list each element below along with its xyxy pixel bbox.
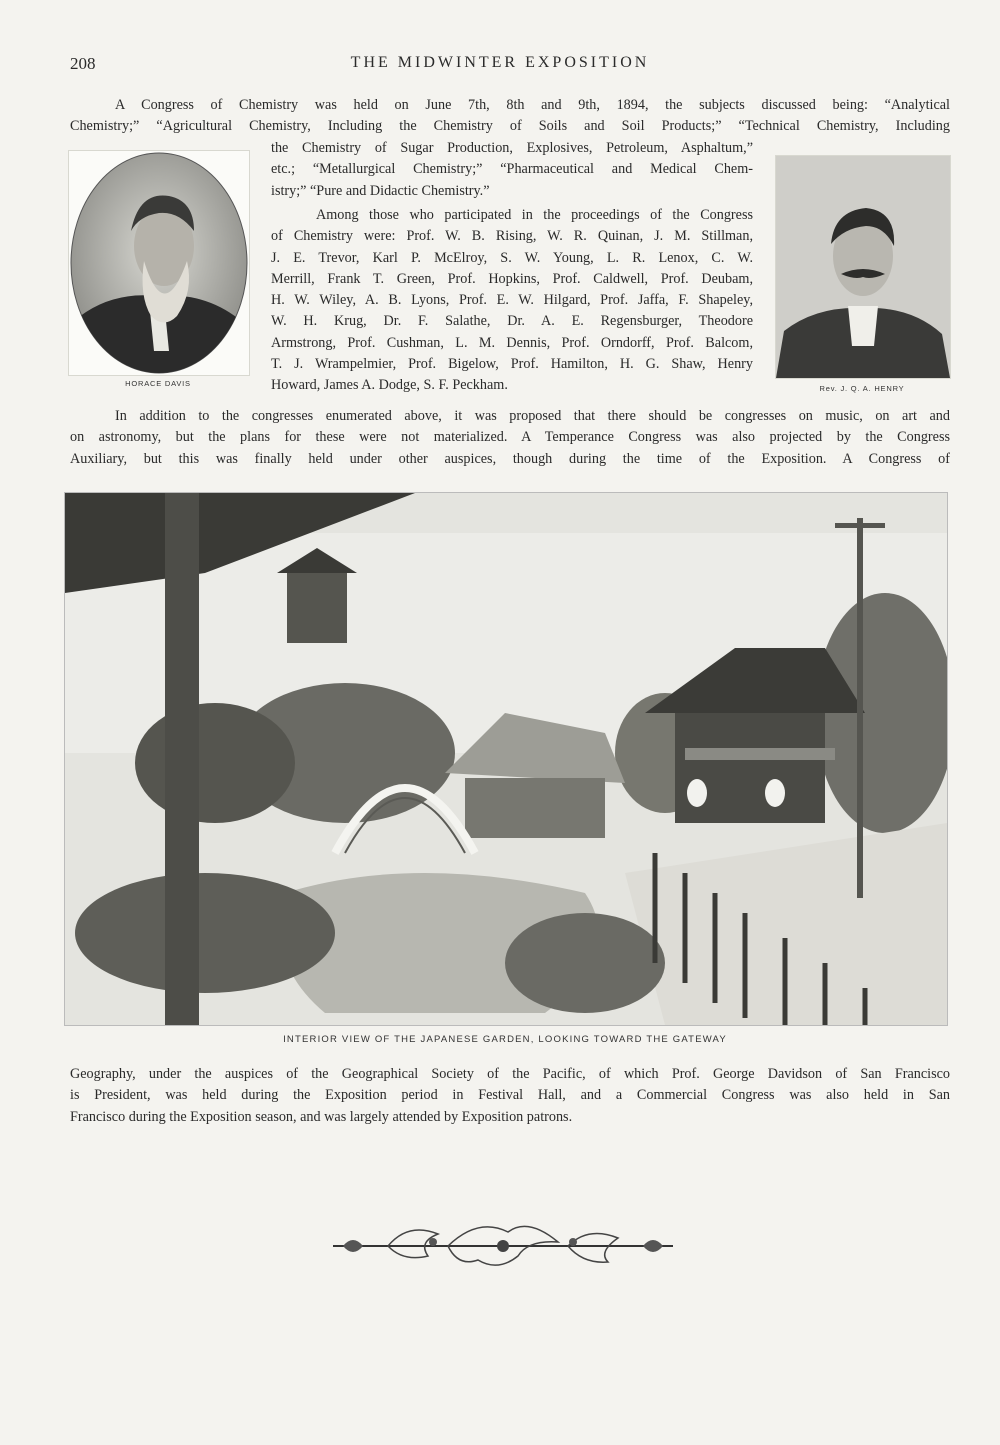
paragraph-line: J. E. Trevor, Karl P. McElroy, S. W. Young, L. R. Lenox, C. W. bbox=[271, 249, 753, 266]
portrait-caption-right: Rev. J. Q. A. HENRY bbox=[819, 384, 905, 393]
paragraph-chemistry-congress-cont bbox=[271, 138, 753, 202]
paragraph-line: of Chemistry were: Prof. W. B. Rising, W. R. Quinan, J. M. Stillman, bbox=[271, 228, 753, 245]
paragraph-participants bbox=[271, 205, 753, 397]
paragraph-line: Chemistry;” “Agricultural Chemistry, Including the Chemistry of Soils and Soil Products;” “Technical Chemistry, Including bbox=[70, 118, 950, 135]
paragraph-line: Auxiliary, but this was finally held under other auspices, though during the time of the Exposition. A Congress of bbox=[70, 450, 950, 467]
paragraph-line: Francisco during the Exposition season, and was largely attended by Exposition patrons. bbox=[70, 1108, 573, 1125]
portrait-horace-davis bbox=[68, 150, 250, 376]
paragraph-line: A Congress of Chemistry was held on June 7th, 8th and 9th, 1894, the subjects discussed being: “Analytical bbox=[115, 97, 950, 113]
paragraph-line: Howard, James A. Dodge, S. F. Peckham. bbox=[271, 377, 508, 394]
paragraph-line: Among those who participated in the proceedings of the Congress bbox=[316, 207, 753, 223]
paragraph-line: Merrill, Frank T. Green, Prof. Hopkins, Prof. Caldwell, Prof. Deubam, bbox=[271, 270, 753, 287]
portrait-engraving-icon bbox=[776, 156, 950, 378]
paragraph-line: W. H. Krug, Dr. F. Salathe, Dr. A. E. Regensburger, Theodore bbox=[271, 313, 753, 330]
photo-caption: INTERIOR VIEW OF THE JAPANESE GARDEN, LOOKING TOWARD THE GATEWAY bbox=[283, 1034, 727, 1045]
japanese-garden-photo-icon bbox=[65, 493, 947, 1025]
running-title: THE MIDWINTER EXPOSITION bbox=[350, 54, 650, 71]
photo-japanese-garden bbox=[64, 492, 948, 1026]
page-number: 208 bbox=[70, 54, 96, 73]
paragraph-line: T. J. Wrampelmier, Prof. Bigelow, Prof. Hamilton, H. G. Shaw, Henry bbox=[271, 356, 753, 373]
paragraph-line: In addition to the congresses enumerated above, it was proposed that there should be congresses on music, on art and bbox=[115, 408, 950, 424]
paragraph-geography-congress bbox=[70, 1064, 950, 1128]
paragraph-line: on astronomy, but the plans for these were not materialized. A Temperance Congress was also projected by the Congress bbox=[70, 429, 950, 446]
paragraph-line: Geography, under the auspices of the Geographical Society of the Pacific, of which Prof. George Davidson of San Francisco bbox=[70, 1066, 950, 1082]
paragraph-line: H. W. Wiley, A. B. Lyons, Prof. E. W. Hilgard, Prof. Jaffa, F. Shapeley, bbox=[271, 292, 753, 309]
paragraph-line: etc.; “Metallurgical Chemistry;” “Pharmaceutical and Medical Chem- bbox=[271, 161, 753, 178]
paragraph-line: istry;” “Pure and Didactic Chemistry.” bbox=[271, 182, 490, 199]
portrait-jqa-henry bbox=[775, 155, 951, 379]
paragraph-line: Armstrong, Prof. Cushman, L. M. Dennis, Prof. Orndorff, Prof. Balcom, bbox=[271, 334, 753, 351]
floral-vine-ornament-icon bbox=[328, 1212, 678, 1280]
paragraph-chemistry-congress bbox=[70, 95, 950, 138]
portrait-caption-left: HORACE DAVIS bbox=[125, 379, 191, 388]
paragraph-line: the Chemistry of Sugar Production, Explosives, Petroleum, Asphaltum,” bbox=[271, 140, 753, 156]
paragraph-line: is President, was held during the Exposition period in Festival Hall, and a Commercial Congress was also held in San bbox=[70, 1087, 950, 1104]
portrait-engraving-icon bbox=[69, 151, 249, 375]
paragraph-other-congresses bbox=[70, 406, 950, 470]
